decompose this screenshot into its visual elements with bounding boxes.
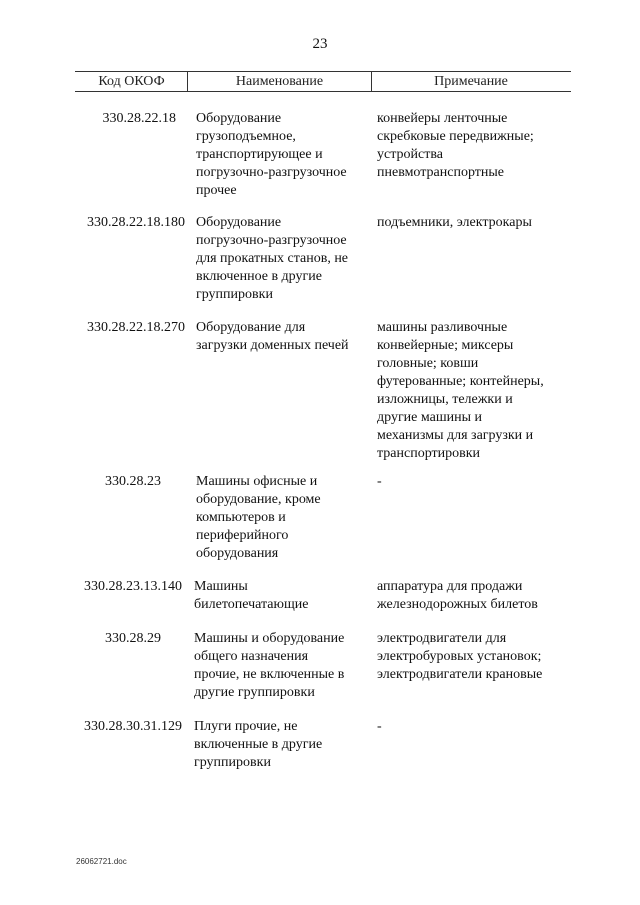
item-name: Машины билетопечатающие <box>194 579 309 612</box>
item-name: Машины и оборудование общего назначения прочие, не включенные в другие группировки <box>194 631 345 700</box>
item-name: Оборудование для загрузки доменных печей <box>196 320 349 353</box>
table-header-top-rule <box>75 71 571 72</box>
item-name: Оборудование грузоподъемное, транспортирующее и погрузочно-разгрузочное прочее <box>196 111 347 198</box>
okof-code: 330.28.30.31.129 <box>84 719 182 734</box>
item-name: Машины офисные и оборудование, кроме компьютеров и периферийного оборудования <box>196 474 321 561</box>
item-note: - <box>377 474 382 489</box>
document-filename: 26062721.doc <box>76 857 127 866</box>
table-header-bottom-rule <box>75 91 571 92</box>
column-header-note: Примечание <box>434 74 508 89</box>
okof-code: 330.28.29 <box>105 631 161 646</box>
item-note: машины разливочные конвейерные; миксеры головные; ковши футерованные; контейнеры, изложницы, тележки и другие машины и механизмы для загрузки и транспортировки <box>377 320 544 461</box>
item-note: электродвигатели для электробуровых установок; электродвигатели крановые <box>377 631 543 682</box>
okof-code: 330.28.22.18 <box>102 111 176 126</box>
okof-code: 330.28.22.18.270 <box>87 320 185 335</box>
okof-code: 330.28.22.18.180 <box>87 215 185 230</box>
okof-code: 330.28.23.13.140 <box>84 579 182 594</box>
page-number: 23 <box>312 36 328 52</box>
item-note: подъемники, электрокары <box>377 215 532 230</box>
item-name: Оборудование погрузочно-разгрузочное для прокатных станов, не включенное в другие группировки <box>196 215 349 302</box>
item-note: конвейеры ленточные скребковые передвижные; устройства пневмотранспортные <box>377 111 534 180</box>
item-name: Плуги прочие, не включенные в другие группировки <box>194 719 323 770</box>
item-note: аппаратура для продажи железнодорожных билетов <box>377 579 538 612</box>
okof-code: 330.28.23 <box>105 474 161 489</box>
item-note: - <box>377 719 382 734</box>
column-header-name: Наименование <box>235 74 324 89</box>
column-header-code: Код ОКОФ <box>98 74 165 89</box>
